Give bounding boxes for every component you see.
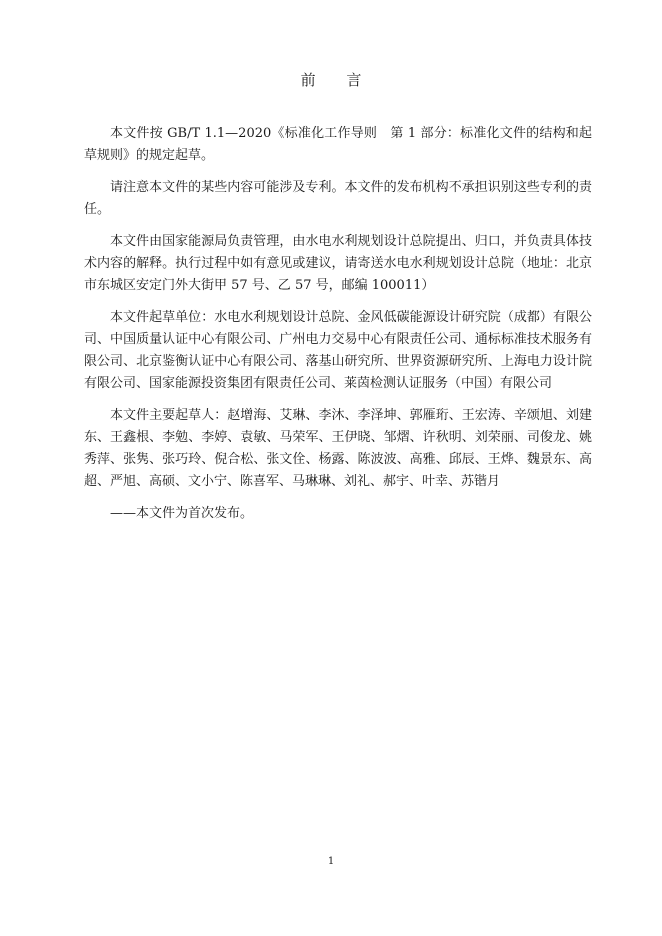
paragraph-drafting-rules: 本文件按 GB/T 1.1—2020《标准化工作导则 第 1 部分：标准化文件的结构和起草规则》的规定起草。 (84, 126, 592, 163)
paragraph-management: 本文件由国家能源局负责管理，由水电水利规划设计总院提出、归口，并负责具体技术内容的解释。执行过程中如有意见或建议，请寄送水电水利规划设计总院（地址：北京市东城区安定门外大街甲 57 号、乙 57 号，邮编 100011） (84, 234, 592, 293)
paragraph-drafting-units: 本文件起草单位：水电水利规划设计总院、金风低碳能源设计研究院（成都）有限公司、中国质量认证中心有限公司、广州电力交易中心有限责任公司、通标标准技术服务有限公司、北京鉴衡认证中心有限公司、落基山研究所、世界资源研究所、上海电力设计院有限公司、国家能源投资集团有限责任公司、莱茵检测认证服务（中国）有限公司 (84, 310, 592, 391)
page-title: 前 言 (300, 71, 375, 89)
foreword-body (84, 123, 592, 535)
paragraph-first-release: ——本文件为首次发布。 (110, 506, 254, 521)
paragraph-patent-notice: 请注意本文件的某些内容可能涉及专利。本文件的发布机构不承担识别这些专利的责任。 (84, 180, 592, 217)
paragraph-drafters: 本文件主要起草人：赵增海、艾琳、李沐、李泽坤、郭雁珩、王宏涛、辛颂旭、刘建东、王鑫根、李勉、李婷、袁敏、马荣军、王伊晓、邹熠、许秋明、刘荣丽、司俊龙、姚秀萍、张隽、张巧玲、倪合松、张文佺、杨露、陈波波、高雅、邱辰、王烨、魏景东、高超、严旭、高硕、文小宁、陈喜军、马琳琳、刘礼、郝宇、叶幸、苏锴月 (84, 408, 592, 489)
page-number: 1 (327, 856, 335, 867)
